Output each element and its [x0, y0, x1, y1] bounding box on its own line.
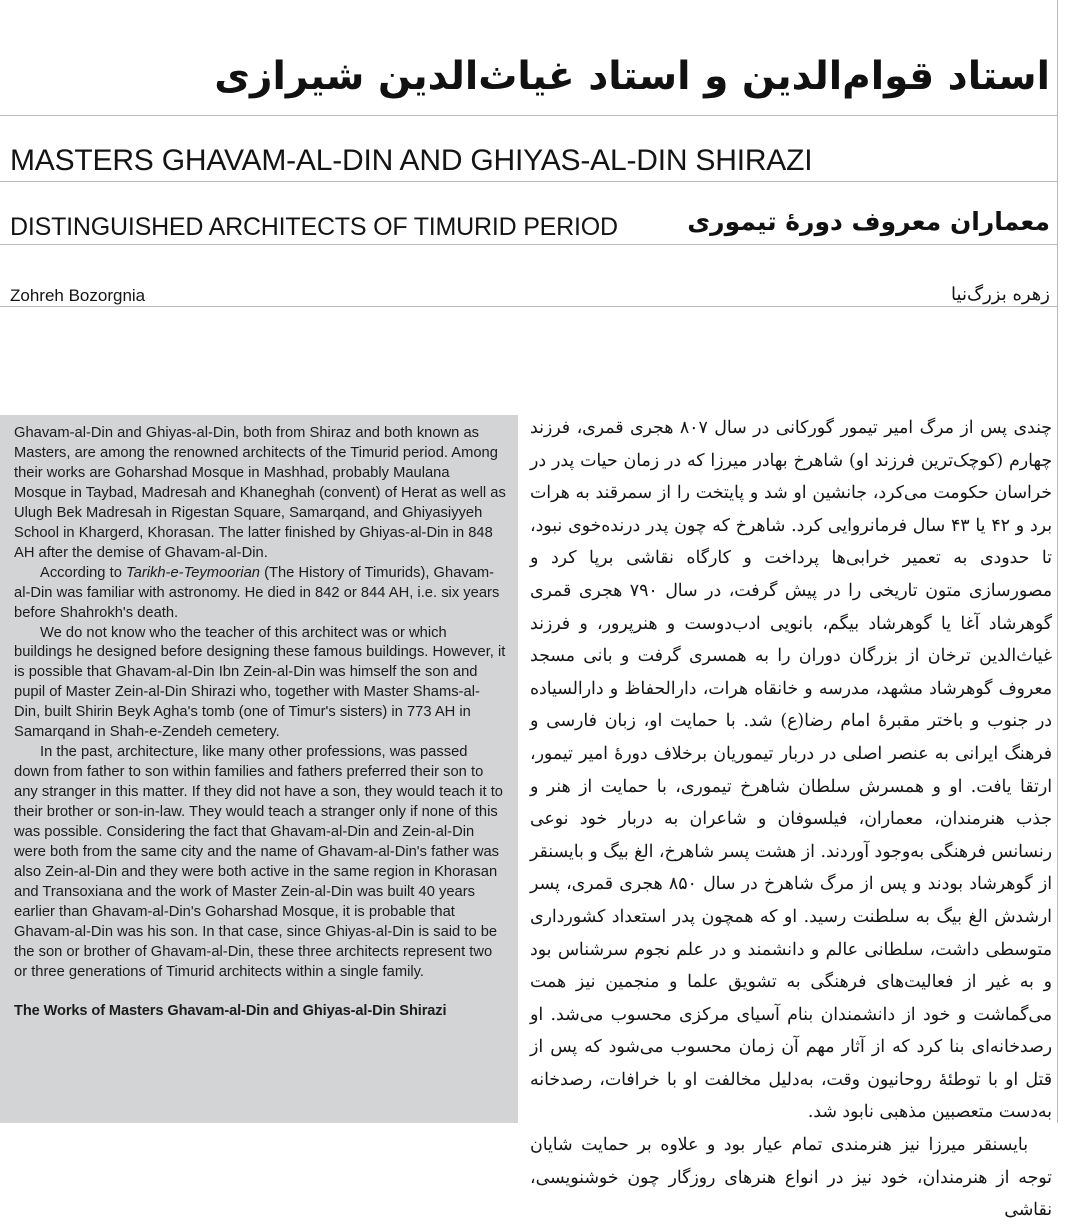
persian-paragraph-1: چندی پس از مرگ امیر تیمور گورکانی در سال ۸۰۷ هجری قمری، فرزند چهارم (کوچک‌ترین فرزند او) شاهرخ بهادر میرزا که در زمان حیات پدر در خراسان حکومت می‌کرد، جانشین او شد و پایتخت را از سمرقند به هرات برد و ۴۲ یا ۴۳ سال فرمانروایی کرد. شاهرخ که چون پدر درنده‌خوی نبود، تا حدودی به تعمیر خرابی‌ها پرداخت و کارگاه نقاشی برپا کرد و مصورسازی متون تاریخی را در پیش گرفت، در سال ۷۹۰ هجری قمری گوهرشاد آغا یا گوهرشاد بیگم، بانویی ادب‌دوست و هنرپرور، و فرزند غیاث‌الدین ترخان از بزرگان دوران را به همسری گرفت و بانی مسجد معروف گوهرشاد مشهد، مدرسه و خانقاه هرات، دارالحفاظ و دارالسیاده در جنوب و باختر مقبرهٔ امام رضا(ع) شد. با حمایت او، زبان فارسی و فرهنگ ایرانی به عنصر اصلی در دربار تیموریان برخلاف دورهٔ امیر تیمور، ارتقا یافت. او و همسرش سلطان شاهرخ تیموری، با حمایت از هنر و جذب هنرمندان، معماران، فیلسوفان و شاعران به دربار خود نوعی رنسانس فرهنگی به‌وجود آوردند. از هشت پسر شاهرخ، الغ بیگ و بایسنقر از گوهرشاد بودند و پس از مرگ شاهرخ در سال ۸۵۰ هجری قمری، پسر ارشدش الغ بیگ به سلطنت رسید. او که همچون پدر استعداد کشورداری متوسطی داشت، سلطانی عالم و دانشمند و در علم نجوم سرشناس بود و به غیر از فعالیت‌های فرهنگی به تشویق علما و منجمین نیز همت می‌گماشت و خود از دانشمندان بنام آسیای مرکزی محسوب می‌شد. او رصدخانه‌ای بنا کرد که از آثار مهم آن زمان محسوب می‌شود که پس از قتل او با توطئهٔ روحانیون وقت، به‌دلیل مخالفت او با خرافات، رصدخانه به‌دست متعصبین مذهبی نابود شد. — [530, 418, 1053, 1123]
author-name-english: Zohreh Bozorgnia — [10, 286, 146, 305]
persian-paragraph-2: بایسنقر میرزا نیز هنرمندی تمام عیار بود و علاوه بر حمایت شایان توجه از هنرمندان، خود نیز در انواع هنرهای روزگار چون خوشنویسی، نقاشی — [530, 1135, 1052, 1221]
page-subtitle-persian: معماران معروف دورهٔ تیموری — [687, 207, 1050, 236]
page-title-persian: استاد قوام‌الدین و استاد غیاث‌الدین شیرازی — [214, 54, 1050, 99]
header-rule-2 — [0, 181, 1058, 182]
english-paragraph-4: In the past, architecture, like many other professions, was passed down from father to son within families and fathers preferred their son to any stranger in this matter. If they did not have a son, they would teach it to their brother or son-in-law. They would teach a stranger only if none of this was possible. Considering the fact that Ghavam-al-Din and Zein-al-Din were both from the same city and the name of Ghavam-al-Din's father was also Zein-al-Din and they were both active in the same region in Khorasan and Transoxiana and the work of Master Zein-al-Din was built 40 years earlier than Ghavam-al-Din's Goharshad Mosque, it is probable that Ghavam-al-Din was his son. In that case, since Ghiyas-al-Din is said to be the son or brother of Ghavam-al-Din, these three architects represent two or three generations of Timurid architects within a single family. — [14, 744, 503, 980]
page-subtitle-english: DISTINGUISHED ARCHITECTS OF TIMURID PERIOD — [10, 213, 618, 241]
author-name-persian: زهره بزرگ‌نیا — [951, 284, 1050, 305]
right-margin-rule — [1057, 0, 1058, 1123]
book-title-italic: Tarikh-e-Teymoorian — [125, 564, 260, 581]
subtitle-row — [10, 207, 1050, 247]
persian-body-column — [530, 412, 1053, 1221]
header-rule-1 — [0, 115, 1058, 116]
section-heading-works: The Works of Masters Ghavam-al-Din and Ghiyas-al-Din Shirazi — [14, 1002, 447, 1019]
para2-suffix: (The History of Timurids), Ghavam-al-Din was familiar with astronomy. He died in 842 or 844 AH, i.e. six years before Shahrokh's death. — [14, 564, 500, 621]
author-row — [10, 284, 1050, 310]
english-body-column — [0, 415, 518, 1123]
para2-prefix: According to — [40, 564, 126, 581]
page-title-english: MASTERS GHAVAM-AL-DIN AND GHIYAS-AL-DIN SHIRAZI — [10, 144, 813, 177]
english-paragraph-3: We do not know who the teacher of this architect was or which buildings he designed before designing these famous buildings. However, it is possible that Ghavam-al-Din Ibn Zein-al-Din was himself the son and pupil of Master Zein-al-Din Shirazi who, together with Master Shams-al-Din, built Shirin Beyk Agha's tomb (one of Timur's sisters) in 773 AH in Samarqand in Shah-e-Zendeh cemetery. — [14, 624, 506, 741]
english-paragraph-2 — [14, 564, 506, 624]
english-paragraph-1: Ghavam-al-Din and Ghiyas-al-Din, both from Shiraz and both known as Masters, are among the renowned architects of the Timurid period. Among their works are Goharshad Mosque in Mashhad, probably Maulana Mosque in Taybad, Madresah and Khaneghah (convent) of Herat as well as Ulugh Bek Madresah in Rigestan Square, Samarqand, and Ghiyasiyyeh School in Khargerd, Khorasan. The latter finished by Ghiyas-al-Din in 848 AH after the demise of Ghavam-al-Din. — [14, 425, 506, 561]
